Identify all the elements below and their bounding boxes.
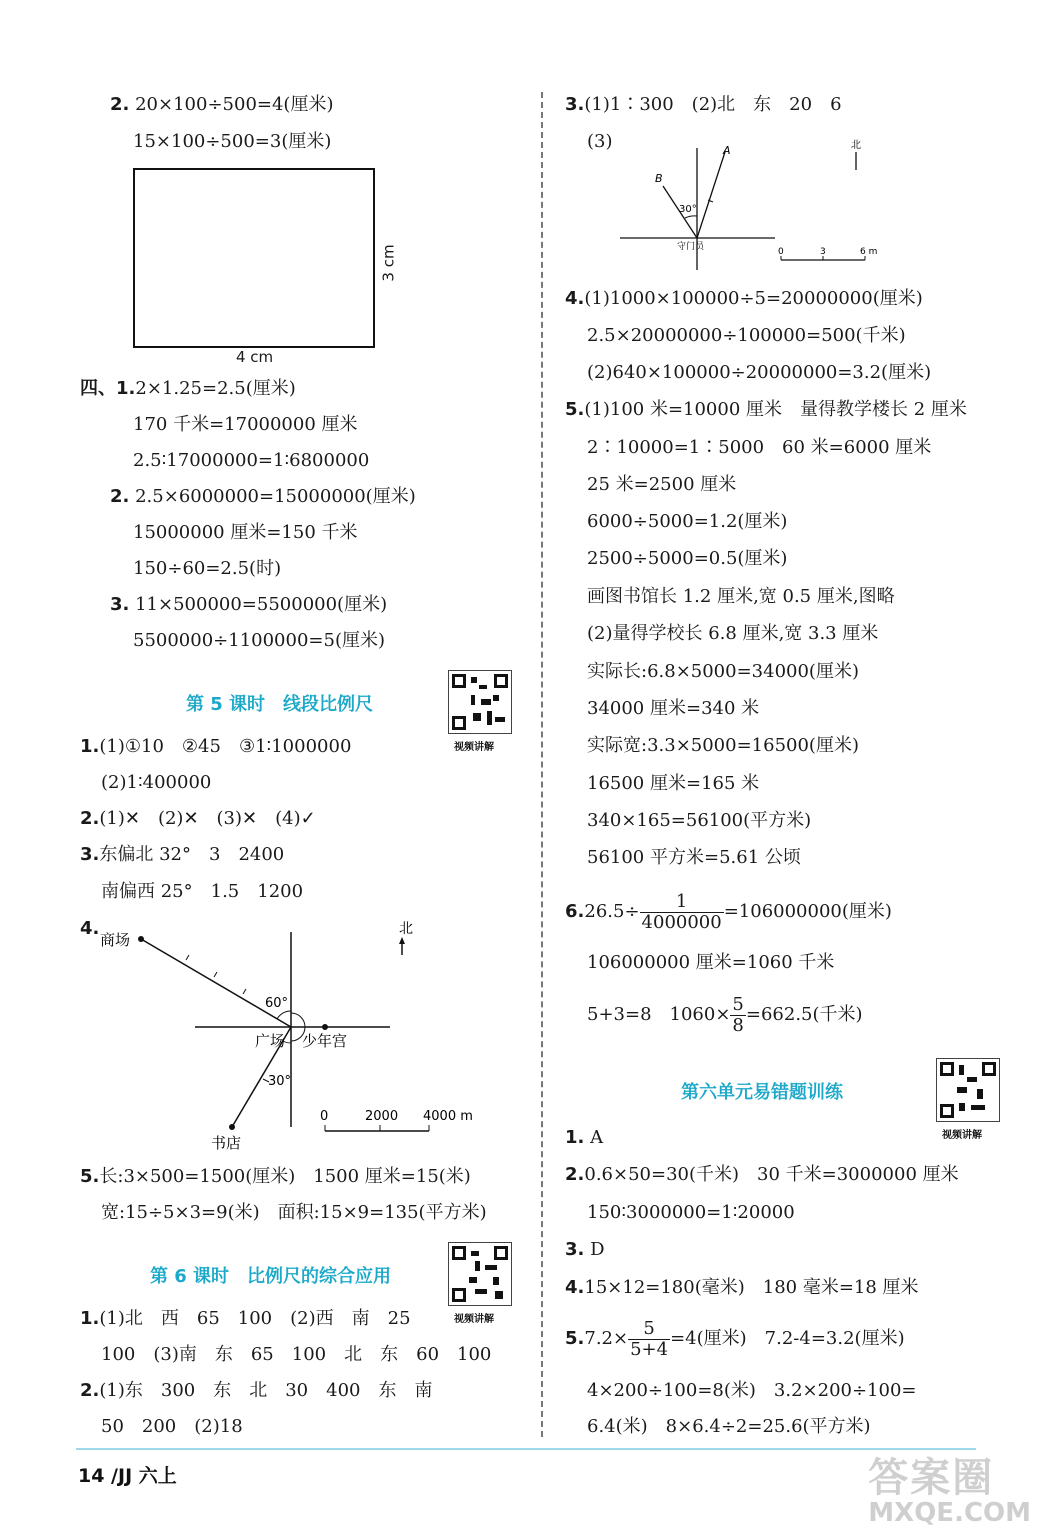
page-number: 14 /JJ 六上 [78, 1465, 177, 1487]
answer-2-line-2: 15×100÷500=3(厘米) [133, 131, 332, 152]
lesson5-answer-3-line-2: 南偏西 25° 1.5 1200 [101, 881, 304, 902]
lesson5-answer-4-number: 4. [80, 918, 100, 939]
fraction: $\frac{5}{5+4}$ [630, 1317, 669, 1360]
answer-5-line-8: 实际长:6.8×5000=34000(厘米) [587, 661, 859, 682]
answer-5-line-11: 16500 厘米=165 米 [587, 773, 760, 794]
scale-label-4000: 4000 m [423, 1109, 473, 1124]
qr-caption: 视频讲解 [942, 1130, 982, 1141]
mall-label: 商场 [100, 931, 131, 949]
answer-6-line-1: 6.26.5÷ $\frac{1}{4000000}$ =106000000(厘米) [565, 890, 892, 933]
map-tick [186, 955, 189, 960]
fig3-angle-arc [685, 216, 697, 218]
section-4-answer-1-line-1: 四、1.2×1.25=2.5(厘米) [80, 378, 296, 399]
lesson5-answer-2: 2.(1)✕ (2)✕ (3)✕ (4)✓ [80, 808, 316, 829]
section-4-answer-1-line-3: 2.5∶17000000=1∶6800000 [133, 450, 370, 471]
lesson5-answer-5-line-1: 5.长:3×500=1500(厘米) 1500 厘米=15(米) [80, 1166, 471, 1187]
bookstore-point [229, 1124, 235, 1130]
answer-6-line-2: 106000000 厘米=1060 千米 [587, 952, 835, 973]
fig3-north-label: 北 [851, 140, 861, 151]
direction-map-diagram [95, 915, 505, 1155]
section-4-answer-1-line-2: 170 千米=17000000 厘米 [133, 414, 358, 435]
answer-5-line-7: (2)量得学校长 6.8 厘米,宽 3.3 厘米 [587, 623, 879, 644]
section-4-answer-3-line-2: 5500000÷1100000=5(厘米) [133, 630, 385, 651]
error-answer-2-line-1: 2.0.6×50=30(千米) 30 千米=3000000 厘米 [565, 1164, 959, 1185]
answer-5-line-4: 6000÷5000=1.2(厘米) [587, 511, 788, 532]
fig3-origin-label: 守门员 [677, 242, 705, 252]
fig3-angle-label: 30° [679, 204, 697, 215]
bookstore-label: 书店 [211, 1134, 242, 1152]
map-tick [214, 972, 217, 977]
map-line-to-mall [141, 939, 291, 1027]
error-answer-5-line-1: 5.7.2× $\frac{5}{5+4}$ =4(厘米) 7.2-4=3.2(厘米) [565, 1317, 905, 1360]
map-tick [243, 989, 246, 994]
angle-60-label: 60° [265, 996, 289, 1011]
lesson6-answer-1-line-1: 1.(1)北 西 65 100 (2)西 南 25 [80, 1308, 411, 1329]
plaza-label: 广场 [255, 1032, 286, 1050]
error-answer-5-line-2: 4×200÷100=8(米) 3.2×200÷100= [587, 1380, 917, 1401]
rect-height-label: 3 cm [379, 244, 398, 282]
rect-width-label: 4 cm [236, 348, 274, 366]
lesson5-answer-5-line-2: 宽:15÷5×3=9(米) 面积:15×9=135(平方米) [101, 1202, 487, 1223]
error-answer-5-line-3: 6.4(米) 8×6.4÷2=25.6(平方米) [587, 1416, 871, 1437]
answer-5-line-5: 2500÷5000=0.5(厘米) [587, 548, 788, 569]
answer-3-line-2: (3) [587, 131, 613, 152]
column-divider [541, 92, 543, 1437]
fig3-scale-3: 3 [820, 247, 826, 257]
qr-caption: 视频讲解 [454, 742, 494, 753]
answer-5-line-6: 画图书馆长 1.2 厘米,宽 0.5 厘米,图略 [587, 586, 895, 607]
answer-4-line-2: 2.5×20000000÷100000=500(千米) [587, 325, 906, 346]
fig3-label-a: A [723, 144, 731, 157]
goalkeeper-direction-diagram [615, 138, 895, 274]
scale-label-2000: 2000 [365, 1109, 399, 1124]
fig3-line-to-a [697, 152, 725, 238]
answer-5-line-9: 34000 厘米=340 米 [587, 698, 760, 719]
angle-60-arc [277, 1011, 291, 1019]
map-north-label: 北 [399, 921, 413, 937]
section-4-answer-3-line-1: 3. 11×500000=5500000(厘米) [110, 594, 388, 615]
answer-5-line-2: 2∶10000=1∶5000 60 米=6000 厘米 [587, 437, 932, 458]
error-answer-3: 3. D [565, 1239, 605, 1260]
fig3-scale-0: 0 [778, 247, 784, 257]
answer-6-line-3: 5+3=8 1060× $\frac{5}{8}$ =662.5(千米) [587, 993, 863, 1036]
error-answer-1: 1. A [565, 1127, 604, 1148]
lesson6-answer-1-line-2: 100 (3)南 东 65 100 北 东 60 100 [101, 1344, 492, 1365]
answer-4-line-1: 4.(1)1000×100000÷5=20000000(厘米) [565, 288, 923, 309]
lesson-6-heading: 第 6 课时 比例尺的综合应用 [150, 1266, 392, 1287]
lesson6-answer-2-line-1: 2.(1)东 300 东 北 30 400 东 南 [80, 1380, 433, 1401]
youth-palace-point [322, 1024, 328, 1030]
error-answer-4: 4.15×12=180(毫米) 180 毫米=18 厘米 [565, 1277, 919, 1298]
qr-code-icon[interactable] [936, 1058, 1000, 1122]
watermark-logo: 答案圈 MXQE.COM [868, 1455, 1031, 1528]
answer-2-line-1: 2. 20×100÷500=4(厘米) [110, 94, 334, 115]
rectangle-drawing [133, 168, 375, 348]
mall-point [138, 936, 144, 942]
answer-5-line-12: 340×165=56100(平方米) [587, 810, 812, 831]
unit-6-error-training-heading: 第六单元易错题训练 [681, 1082, 843, 1103]
answer-5-line-1: 5.(1)100 米=10000 厘米 量得教学楼长 2 厘米 [565, 399, 967, 420]
lesson-5-heading: 第 5 课时 线段比例尺 [186, 694, 374, 715]
section-4-answer-2-line-1: 2. 2.5×6000000=15000000(厘米) [110, 486, 416, 507]
qr-code-icon[interactable] [448, 1242, 512, 1306]
answer-5-line-3: 25 米=2500 厘米 [587, 474, 737, 495]
north-arrow-head [399, 937, 405, 944]
qr-code-icon[interactable] [448, 670, 512, 734]
answer-5-line-10: 实际宽:3.3×5000=16500(厘米) [587, 735, 859, 756]
section-4-answer-2-line-2: 15000000 厘米=150 千米 [133, 522, 358, 543]
lesson5-answer-3-line-1: 3.东偏北 32° 3 2400 [80, 844, 285, 865]
error-answer-2-line-2: 150∶3000000=1∶20000 [587, 1202, 795, 1223]
lesson5-answer-1-line-1: 1.(1)①10 ②45 ③1∶1000000 [80, 736, 352, 757]
fraction: $\frac{1}{4000000}$ [641, 890, 722, 933]
angle-30-label: 30° [268, 1074, 292, 1089]
scale-label-0: 0 [320, 1109, 329, 1124]
section-4-answer-2-line-3: 150÷60=2.5(时) [133, 558, 282, 579]
fig3-label-b: B [655, 172, 663, 185]
qr-caption: 视频讲解 [454, 1314, 494, 1325]
fraction: $\frac{5}{8}$ [732, 993, 744, 1036]
answer-3-line-1: 3.(1)1∶300 (2)北 东 20 6 [565, 94, 842, 115]
answer-4-line-3: (2)640×100000÷20000000=3.2(厘米) [587, 362, 932, 383]
lesson6-answer-2-line-2: 50 200 (2)18 [101, 1416, 243, 1437]
lesson5-answer-1-line-2: (2)1∶400000 [101, 772, 212, 793]
youth-palace-label: 少年宫 [302, 1032, 348, 1050]
footer-rule [76, 1448, 976, 1450]
fig3-scale-6: 6 m [860, 247, 878, 257]
answer-5-line-13: 56100 平方米=5.61 公顷 [587, 847, 801, 868]
